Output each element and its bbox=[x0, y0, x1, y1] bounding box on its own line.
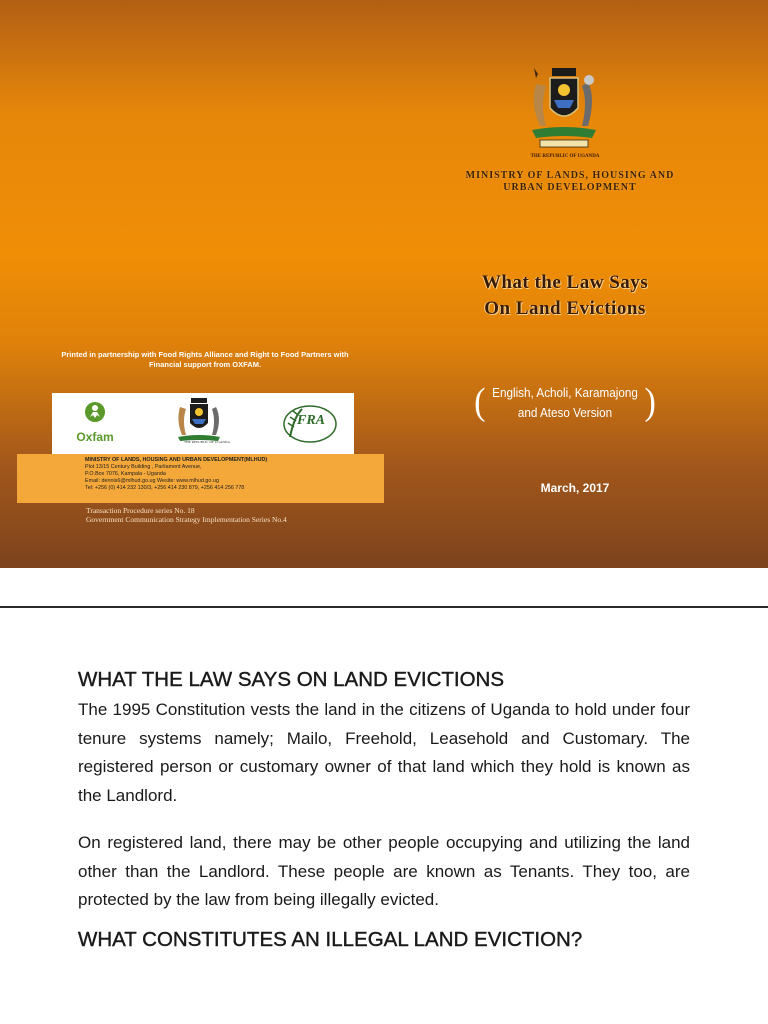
cover-title bbox=[400, 270, 730, 322]
coat-of-arms-small-icon bbox=[170, 395, 228, 453]
body-paragraph: The 1995 Constitution vests the land in the citizens of Uganda to hold under four tenure systems namely; Mailo, Freehold, Leasehold and Customary. The registered person or customary owner of that land which they hold is known as the Landlord. bbox=[78, 700, 690, 805]
address-line: Email: dennis6@mlhud.go.ug Wesite: www.mlhud.go.ug bbox=[85, 478, 219, 484]
section-heading: WHAT THE LAW SAYS ON LAND EVICTIONS bbox=[78, 668, 505, 691]
address-line: Plot 13/15 Century Building , Parliament Avenue, bbox=[85, 464, 202, 470]
series-line: Government Communication Strategy Implementation Series No.4 bbox=[86, 515, 287, 524]
small-coat-caption: THE REPUBLIC OF UGANDA bbox=[184, 440, 230, 444]
page-divider bbox=[0, 606, 768, 608]
languages-line: English, Acholi, Karamajong bbox=[492, 385, 638, 400]
oxfam-logo bbox=[70, 401, 120, 444]
body-paragraph: On registered land, there may be other people occupying and utilizing the land other than the Landlord. These people are known as Tenants. They too, are protected by the law from being illegally evicted. bbox=[78, 833, 690, 909]
section-heading: WHAT CONSTITUTES AN ILLEGAL LAND EVICTION? bbox=[78, 927, 583, 951]
partnership-note bbox=[40, 350, 370, 370]
partnership-line: Printed in partnership with Food Rights Alliance and Right to Food Partners with bbox=[61, 350, 349, 359]
languages-line: and Ateso Version bbox=[517, 405, 613, 420]
address-line: P.O.Box 7076, Kampala - Uganda bbox=[85, 471, 166, 477]
oxfam-icon bbox=[84, 401, 106, 423]
series-info bbox=[86, 506, 406, 524]
left-bracket-icon: ( bbox=[474, 381, 486, 423]
coat-of-arms-caption: THE REPUBLIC OF UGANDA bbox=[530, 154, 600, 159]
address-line: Tel: +256 (0) 414 232 130/3, +256 414 230 879, +256 414 256 778 bbox=[85, 485, 245, 491]
right-bracket-icon: ) bbox=[644, 381, 656, 423]
partner-logos bbox=[52, 393, 354, 454]
ministry-name bbox=[440, 170, 700, 194]
cover-title-line: What the Law Says bbox=[481, 272, 649, 293]
cover-title-line: On Land Evictions bbox=[484, 298, 646, 319]
oxfam-label: Oxfam bbox=[76, 430, 114, 444]
series-line: Transaction Procedure series No. 18 bbox=[86, 506, 195, 515]
address-line: MINISTRY OF LANDS, HOUSING AND URBAN DEVELOPMENT(MLHUD) bbox=[85, 457, 268, 463]
fra-label: FRA bbox=[297, 413, 326, 428]
partnership-line: Financial support from OXFAM. bbox=[148, 360, 262, 369]
publication-date: March, 2017 bbox=[540, 481, 610, 495]
ministry-line: MINISTRY OF LANDS, HOUSING AND bbox=[465, 170, 675, 181]
coat-of-arms-icon bbox=[522, 64, 606, 154]
ministry-line: URBAN DEVELOPMENT bbox=[503, 182, 637, 193]
document-page bbox=[78, 668, 690, 952]
languages-note bbox=[474, 381, 656, 425]
ministry-address bbox=[17, 454, 384, 503]
